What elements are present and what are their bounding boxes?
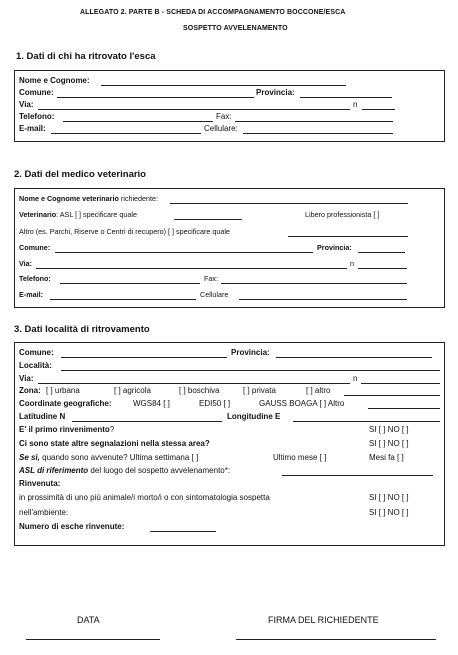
section1-title: 1. Dati di chi ha ritrovato l'esca bbox=[16, 51, 156, 62]
section3-title: 3. Dati località di ritrovamento bbox=[14, 324, 150, 335]
vet-cellulare-label: Cellulare bbox=[200, 290, 229, 299]
vet-telefono-label: Telefono: bbox=[19, 274, 51, 283]
asl-riferimento-field[interactable] bbox=[282, 475, 433, 476]
data-label: DATA bbox=[77, 615, 100, 625]
vet-asl-label-bold: Veterinario bbox=[19, 210, 57, 219]
latitudine-label: Latitudine N bbox=[19, 412, 66, 421]
asl-riferimento-rest: del luogo del sospetto avvelenamento*: bbox=[88, 466, 231, 475]
longitudine-label: Longitudine E bbox=[227, 412, 281, 421]
data-signature-line[interactable] bbox=[26, 639, 160, 640]
via-field[interactable] bbox=[38, 109, 350, 110]
vet-n-label: n bbox=[350, 259, 354, 268]
via-label: Via: bbox=[19, 100, 34, 109]
vet-via-label: Via: bbox=[19, 259, 33, 268]
vet-asl-label bbox=[19, 210, 137, 220]
loc-via-field[interactable] bbox=[38, 383, 350, 384]
zona-boschiva-checkbox[interactable]: [ ] boschiva bbox=[179, 386, 220, 395]
quando-label-rest: quando sono avvenute? Ultima settimana [ ] bbox=[39, 453, 199, 462]
comune-field[interactable] bbox=[57, 97, 254, 98]
vet-altro-label: Altro (es. Parchi, Riserve o Centri di recupero) [ ] specificare quale bbox=[19, 227, 230, 236]
prossimita-si-no[interactable]: SI [ ] NO [ ] bbox=[369, 493, 409, 502]
name-field[interactable] bbox=[101, 85, 346, 86]
loc-provincia-label: Provincia: bbox=[231, 348, 270, 357]
fax-field[interactable] bbox=[235, 121, 393, 122]
vet-name-label-bold: Nome e Cognome veterinario bbox=[19, 194, 119, 203]
cellulare-label: Cellulare: bbox=[204, 124, 238, 133]
name-label: Nome e Cognome: bbox=[19, 76, 90, 85]
rinvenuta-label: Rinvenuta: bbox=[19, 479, 61, 488]
ultimo-mese-checkbox[interactable]: Ultimo mese [ ] bbox=[273, 453, 327, 462]
coord-label: Coordinate geografiche: bbox=[19, 399, 112, 408]
cellulare-field[interactable] bbox=[243, 133, 393, 134]
wgs84-checkbox[interactable]: WGS84 [ ] bbox=[133, 399, 170, 408]
loc-comune-label: Comune: bbox=[19, 348, 54, 357]
latitudine-field[interactable] bbox=[72, 421, 222, 422]
vet-via-field[interactable] bbox=[36, 268, 347, 269]
ambiente-label: nell'ambiente: bbox=[19, 508, 69, 517]
zona-altro-checkbox[interactable]: [ ] altro bbox=[306, 386, 331, 395]
numero-esche-label: Numero di esche rinvenute: bbox=[19, 522, 125, 531]
primo-rinvenimento-bold: E' il primo rinvenimento bbox=[19, 425, 110, 434]
document-subtitle: SOSPETTO AVVELENAMENTO bbox=[183, 25, 288, 32]
zona-altro-field[interactable] bbox=[344, 395, 440, 396]
primo-rinvenimento-rest: ? bbox=[109, 425, 115, 434]
loc-provincia-field[interactable] bbox=[276, 357, 432, 358]
zona-privata-checkbox[interactable]: [ ] privata bbox=[243, 386, 276, 395]
quando-label bbox=[19, 453, 198, 463]
document-title: ALLEGATO 2. PARTE B - SCHEDA DI ACCOMPAGNAMENTO BOCCONE/ESCA bbox=[80, 9, 346, 16]
firma-label: FIRMA DEL RICHIEDENTE bbox=[268, 615, 379, 625]
vet-asl-label-rest: : ASL [ ] specificare quale bbox=[56, 210, 137, 219]
vet-asl-field[interactable] bbox=[174, 219, 242, 220]
localita-label: Località: bbox=[19, 361, 52, 370]
loc-n-label: n bbox=[353, 374, 358, 383]
firma-signature-line[interactable] bbox=[236, 639, 436, 640]
vet-name-label bbox=[19, 194, 158, 204]
primo-si-no[interactable]: SI [ ] NO [ ] bbox=[369, 425, 409, 434]
vet-email-label: E-mail: bbox=[19, 290, 43, 299]
comune-label: Comune: bbox=[19, 88, 54, 97]
vet-telefono-field[interactable] bbox=[60, 283, 200, 284]
vet-comune-label: Comune: bbox=[19, 243, 51, 252]
edi50-checkbox[interactable]: EDI50 [ ] bbox=[199, 399, 231, 408]
section2-box bbox=[14, 188, 445, 308]
altre-si-no[interactable]: SI [ ] NO [ ] bbox=[369, 439, 409, 448]
localita-field[interactable] bbox=[61, 370, 440, 371]
vet-altro-field[interactable] bbox=[288, 236, 408, 237]
altre-segnalazioni-label: Ci sono state altre segnalazioni nella stessa area? bbox=[19, 439, 210, 448]
vet-email-field[interactable] bbox=[50, 299, 196, 300]
loc-via-label: Via: bbox=[19, 374, 34, 383]
n-label: n bbox=[353, 100, 358, 109]
libero-professionista-label: Libero professionista [ ] bbox=[305, 210, 380, 219]
asl-riferimento-bold: ASL di riferimento bbox=[19, 466, 89, 475]
zona-agricola-checkbox[interactable]: [ ] agricola bbox=[114, 386, 151, 395]
prossimita-label: in prossimità di uno più animale/i morto/i o con sintomatologia sospetta bbox=[19, 493, 270, 502]
vet-name-label-rest: richiedente: bbox=[118, 194, 159, 203]
primo-rinvenimento-label bbox=[19, 425, 114, 435]
email-field[interactable] bbox=[51, 133, 201, 134]
telefono-label: Telefono: bbox=[19, 112, 55, 121]
vet-name-field[interactable] bbox=[170, 203, 408, 204]
asl-riferimento-label bbox=[19, 466, 230, 476]
numero-esche-field[interactable] bbox=[150, 531, 216, 532]
gauss-boaga-checkbox[interactable]: GAUSS BOAGA [ ] Altro bbox=[259, 399, 345, 408]
section2-title: 2. Dati del medico veterinario bbox=[14, 169, 146, 180]
vet-cellulare-field[interactable] bbox=[239, 299, 407, 300]
fax-label: Fax: bbox=[216, 112, 232, 121]
telefono-field[interactable] bbox=[63, 121, 213, 122]
provincia-label: Provincia: bbox=[256, 88, 295, 97]
mesi-fa-checkbox[interactable]: Mesi fa [ ] bbox=[369, 453, 404, 462]
loc-comune-field[interactable] bbox=[61, 357, 227, 358]
vet-n-field[interactable] bbox=[358, 268, 407, 269]
vet-comune-field[interactable] bbox=[55, 252, 313, 253]
vet-provincia-field[interactable] bbox=[358, 252, 405, 253]
loc-n-field[interactable] bbox=[361, 383, 440, 384]
quando-label-italic: Se sì, bbox=[19, 453, 40, 462]
longitudine-field[interactable] bbox=[293, 421, 440, 422]
vet-fax-label: Fax: bbox=[204, 274, 218, 283]
email-label: E-mail: bbox=[19, 124, 46, 133]
coord-altro-field[interactable] bbox=[368, 408, 440, 409]
zona-urbana-checkbox[interactable]: [ ] urbana bbox=[46, 386, 80, 395]
vet-provincia-label: Provincia: bbox=[317, 243, 352, 252]
zona-label: Zona: bbox=[19, 386, 41, 395]
n-field[interactable] bbox=[362, 109, 395, 110]
ambiente-si-no[interactable]: SI [ ] NO [ ] bbox=[369, 508, 409, 517]
vet-fax-field[interactable] bbox=[221, 283, 407, 284]
provincia-field[interactable] bbox=[300, 97, 392, 98]
